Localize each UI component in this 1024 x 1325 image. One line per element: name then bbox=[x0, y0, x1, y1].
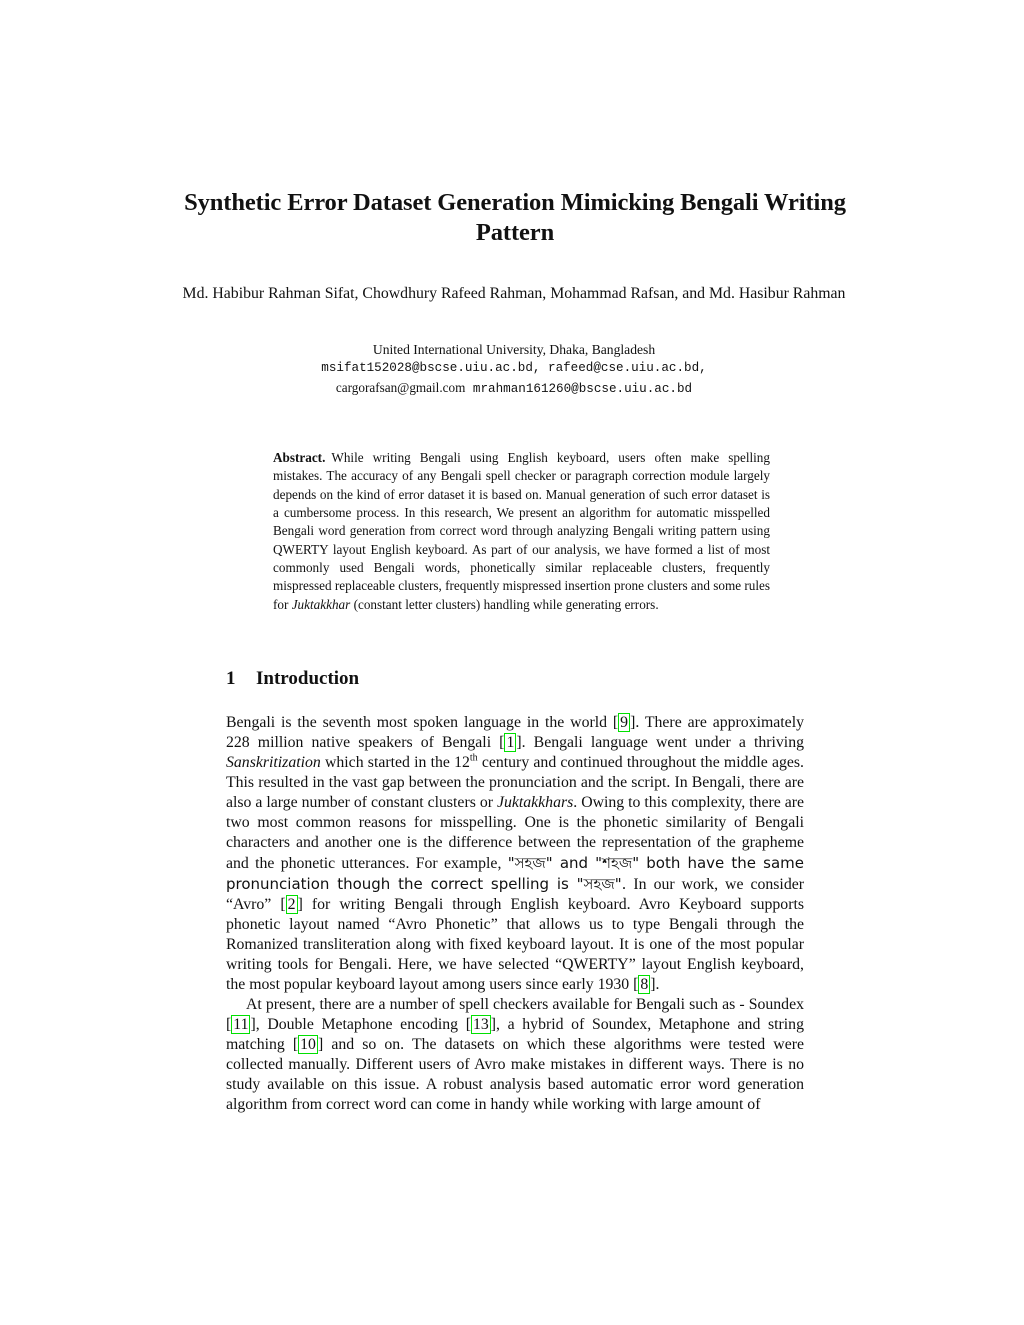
italic-term: Sanskritization bbox=[226, 754, 321, 771]
section-number: 1 bbox=[226, 668, 236, 689]
text-run: ] for writing Bengali through English keyboard. Avro Keyboard supports phonetic layout named “Avro Phonetic” that allows us to type Bengali through the Romanized transliteration along with fixed keyboard layout. It is one of the most popular writing tools for Bengali. Here, we have selected “QWERTY” layout English keyboard, the most popular keyboard layout among users since early 1930 [ bbox=[226, 896, 805, 993]
section-heading bbox=[226, 668, 359, 690]
text-run: ], a hybrid of Soundex, Metaphone and string matching [ bbox=[226, 1016, 804, 1053]
citation-link[interactable]: 11 bbox=[233, 1016, 249, 1033]
author-list: Md. Habibur Rahman Sifat, Chowdhury Rafeed Rahman, Mohammad Rafsan, and Md. Hasibur Rahman bbox=[182, 285, 846, 302]
email-cargorafsan: cargorafsan@gmail.com bbox=[335, 380, 466, 395]
email-line-2 bbox=[150, 378, 878, 399]
text-run: . Owing to this complexity, there are two most common reasons for misspelling. One is the phonetic similarity of Bengali characters and another one is the difference between the representation of the grapheme and the phonetic utterances. For example, bbox=[226, 794, 804, 872]
citation-link[interactable]: 8 bbox=[640, 976, 649, 993]
email-line-1: msifat152028@bscse.uiu.ac.bd, rafeed@cse.uiu.ac.bd, bbox=[321, 361, 707, 375]
email-mrahman: mrahman161260@bscse.uiu.ac.bd bbox=[472, 382, 693, 396]
section-title: Introduction bbox=[256, 668, 360, 689]
italic-term: Juktakkhars bbox=[496, 794, 574, 811]
intro-paragraph-2 bbox=[226, 995, 804, 1115]
intro-paragraph-1 bbox=[226, 713, 804, 995]
abstract-label: Abstract. bbox=[273, 450, 326, 465]
text-run: ]. bbox=[650, 976, 660, 993]
paper-title: Synthetic Error Dataset Generation Mimicking Bengali Writing Pattern bbox=[184, 189, 846, 246]
email-separator bbox=[465, 382, 473, 396]
text-run: which started in the 12 bbox=[320, 754, 470, 771]
text-run: In our work, we consider “Avro” [ bbox=[226, 876, 804, 913]
text-run: Bengali is the seventh most spoken language in the world [ bbox=[226, 714, 619, 731]
citation-link[interactable]: 9 bbox=[620, 714, 629, 731]
bengali-example: "সহজ" and "শহজ" both have the same pronunciation though the correct spelling is "সহজ". bbox=[226, 854, 804, 893]
affiliation: United International University, Dhaka, Bangladesh bbox=[372, 342, 656, 357]
citation-link[interactable]: 13 bbox=[472, 1016, 489, 1033]
text-run: ] and so on. The datasets on which these algorithms were tested were collected manually. Different users of Avro make mistakes in different ways. There is no study available on this issue. A robust analysis based automatic error word generation algorithm from correct word can come in handy while working with large amount of bbox=[226, 1036, 804, 1113]
abstract bbox=[273, 449, 770, 614]
citation-link[interactable]: 1 bbox=[506, 734, 515, 751]
text-run: At present, there are a number of spell checkers available for Bengali such as - Soundex [ bbox=[226, 996, 804, 1033]
text-run: century and continued throughout the middle ages. This resulted in the vast gap between the pronunciation and the script. In Bengali, there are also a large number of constant clusters or bbox=[226, 754, 805, 811]
email-list bbox=[150, 359, 878, 399]
abstract-italic-term: Juktakkhar bbox=[291, 596, 351, 612]
citation-link[interactable]: 10 bbox=[300, 1036, 316, 1053]
text-run: ]. Bengali language went under a thriving bbox=[516, 734, 804, 751]
text-run: ], Double Metaphone encoding [ bbox=[250, 1016, 471, 1033]
text-run: ]. There are approximately 228 million native speakers of Bengali [ bbox=[226, 714, 804, 751]
introduction-body bbox=[226, 713, 804, 1115]
abstract-text-end: (constant letter clusters) handling while generating errors. bbox=[350, 596, 659, 612]
citation-link[interactable]: 2 bbox=[287, 896, 296, 913]
superscript: th bbox=[469, 752, 478, 764]
abstract-text: While writing Bengali using English keyboard, users often make spelling mistakes. The accuracy of any Bengali spell checker or paragraph correction module largely depends on the kind of error dataset it is based on. Manual generation of such error dataset is a cumbersome process. In this research, We present an algorithm for automatic misspelled Bengali word generation from correct word through analyzing Bengali writing pattern using QWERTY layout English keyboard. As part of our analysis, we have formed a list of most commonly used Bengali words, phonetically similar replaceable clusters, frequently mispressed replaceable clusters, frequently mispressed insertion prone clusters and some rules for bbox=[273, 450, 770, 612]
